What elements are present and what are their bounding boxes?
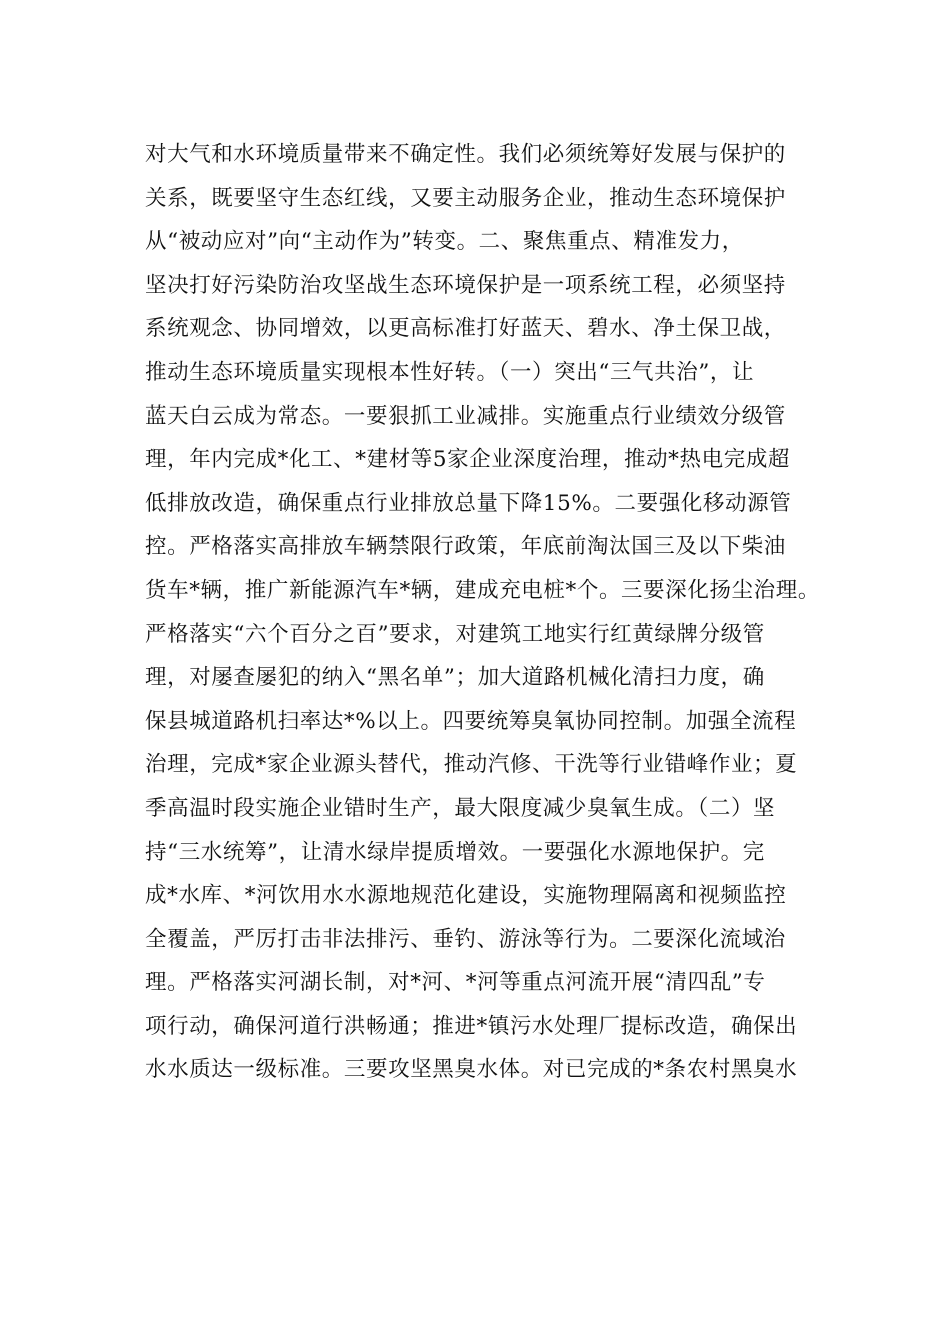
text-line: 货车*辆，推广新能源汽车*辆，建成充电桩*个。三要深化扬尘治理。 <box>145 577 820 603</box>
text-line: 水水质达一级标准。三要攻坚黑臭水体。对已完成的*条农村黑臭水 <box>145 1057 798 1083</box>
text-line: 严格落实“六个百分之百”要求，对建筑工地实行红黄绿牌分级管 <box>145 621 765 647</box>
text-line: 推动生态环境质量实现根本性好转。（一）突出“三气共治”，让 <box>145 359 755 385</box>
text-line: 季高温时段实施企业错时生产，最大限度减少臭氧生成。（二）坚 <box>145 795 776 821</box>
text-line: 控。严格落实高排放车辆禁限行政策，年底前淘汰国三及以下柴油 <box>145 534 786 560</box>
text-line: 成*水库、*河饮用水水源地规范化建设，实施物理隔离和视频监控 <box>145 883 787 909</box>
text-line: 低排放改造，确保重点行业排放总量下降15%。二要强化移动源管 <box>145 490 792 516</box>
text-line: 坚决打好污染防治攻坚战生态环境保护是一项系统工程，必须坚持 <box>145 272 786 298</box>
text-line: 理，对屡查屡犯的纳入“黑名单”；加大道路机械化清扫力度，确 <box>145 665 765 691</box>
text-line: 治理，完成*家企业源头替代，推动汽修、干洗等行业错峰作业；夏 <box>145 752 798 778</box>
text-line: 关系，既要坚守生态红线，又要主动服务企业，推动生态环境保护 <box>145 185 786 211</box>
text-line: 全覆盖，严厉打击非法排污、垂钓、游泳等行为。二要深化流域治 <box>145 926 786 952</box>
text-line: 理。严格落实河湖长制，对*河、*河等重点河流开展“清四乱”专 <box>145 970 766 996</box>
text-line: 系统观念、协同增效，以更高标准打好蓝天、碧水、净土保卫战， <box>145 316 786 342</box>
text-line: 从“被动应对”向“主动作为”转变。二、聚焦重点、精准发力， <box>145 229 744 255</box>
text-line: 项行动，确保河道行洪畅通；推进*镇污水处理厂提标改造，确保出 <box>145 1013 798 1039</box>
text-line: 蓝天白云成为常态。一要狠抓工业减排。实施重点行业绩效分级管 <box>145 403 786 429</box>
text-line: 理，年内完成*化工、*建材等5家企业深度治理，推动*热电完成超 <box>145 447 791 473</box>
body-text <box>145 133 825 1092</box>
text-line: 对大气和水环境质量带来不确定性。我们必须统筹好发展与保护的 <box>145 142 786 167</box>
text-line: 保县城道路机扫率达*%以上。四要统筹臭氧协同控制。加强全流程 <box>145 708 797 734</box>
text-line: 持“三水统筹”，让清水绿岸提质增效。一要强化水源地保护。完 <box>145 839 765 865</box>
